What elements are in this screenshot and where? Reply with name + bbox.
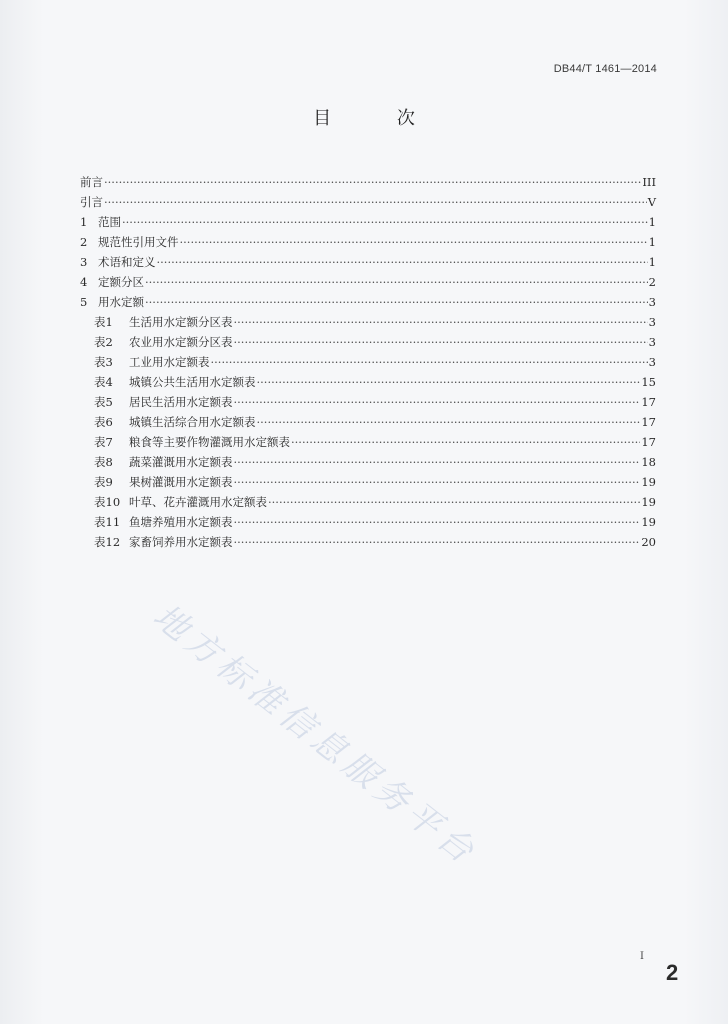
toc-entry-number: 表4 [94, 375, 113, 389]
toc-dot-leader [234, 532, 641, 552]
toc-entry-page: 19 [641, 495, 656, 509]
toc-entry-page: 17 [641, 395, 656, 409]
toc-entry-page: 19 [641, 475, 656, 489]
toc-entry[interactable] [80, 492, 656, 512]
toc-dot-leader [122, 212, 648, 232]
toc-entry-label [94, 332, 233, 352]
page-number: 2 [666, 960, 679, 985]
toc-entry-number: 表12 [94, 535, 121, 549]
toc-entry[interactable] [80, 252, 656, 272]
toc-entry-label [94, 472, 233, 492]
toc-entry-label [94, 532, 233, 552]
toc-entry-label [94, 452, 233, 472]
toc-entry-number: 表11 [94, 515, 121, 529]
toc-entry-title: 蔬菜灌溉用水定额表 [129, 455, 233, 469]
toc-entry-page: 3 [648, 335, 656, 349]
toc-entry-page: III [642, 175, 656, 189]
toc-entry-title: 居民生活用水定额表 [129, 395, 233, 409]
toc-entry-label [94, 432, 290, 452]
toc-entry-title: 用水定额 [98, 295, 144, 309]
toc-entry-label [94, 352, 210, 372]
toc-entry-title: 果树灌溉用水定额表 [129, 475, 233, 489]
toc-entry-page: 3 [648, 295, 656, 309]
toc-entry-number: 表2 [94, 335, 113, 349]
toc-entry-title: 叶草、花卉灌溉用水定额表 [129, 495, 267, 509]
toc-entry-title: 引言 [80, 195, 103, 209]
toc-entry-page: 17 [641, 435, 656, 449]
toc-entry-title: 工业用水定额表 [129, 355, 210, 369]
toc-dot-leader [234, 392, 641, 412]
toc-entry-number: 表6 [94, 415, 113, 429]
toc-entry-number: 2 [80, 235, 88, 249]
toc-entry-title: 生活用水定额分区表 [129, 315, 233, 329]
table-of-contents [80, 172, 656, 552]
toc-entry-label [80, 172, 103, 192]
toc-entry[interactable] [80, 372, 656, 392]
toc-dot-leader [104, 192, 647, 212]
toc-entry-title: 定额分区 [98, 275, 144, 289]
toc-entry-number: 表9 [94, 475, 113, 489]
toc-dot-leader [145, 292, 648, 312]
toc-dot-leader [104, 172, 641, 192]
toc-dot-leader [257, 372, 641, 392]
toc-dot-leader [234, 312, 648, 332]
toc-entry[interactable] [80, 452, 656, 472]
watermark: 地方标准信息服务平台 [145, 596, 486, 875]
toc-entry-title: 前言 [80, 175, 103, 189]
toc-entry-title: 家畜饲养用水定额表 [129, 535, 233, 549]
toc-dot-leader [291, 432, 640, 452]
toc-entry-label [94, 372, 256, 392]
toc-entry-number: 表1 [94, 315, 113, 329]
toc-dot-leader [234, 472, 641, 492]
toc-entry-page: 17 [641, 415, 656, 429]
toc-entry-label [80, 192, 103, 212]
toc-dot-leader [268, 492, 640, 512]
toc-entry-label [80, 212, 121, 232]
toc-entry-title: 城镇公共生活用水定额表 [129, 375, 256, 389]
toc-entry-page: 3 [648, 315, 656, 329]
toc-entry-number: 表7 [94, 435, 113, 449]
toc-entry-page: 1 [648, 215, 656, 229]
toc-dot-leader [145, 272, 648, 292]
toc-entry[interactable] [80, 172, 656, 192]
toc-entry-title: 范围 [98, 215, 121, 229]
toc-dot-leader [234, 452, 641, 472]
toc-entry-label [94, 312, 233, 332]
document-code: DB44/T 1461—2014 [553, 63, 657, 75]
toc-entry-title: 农业用水定额分区表 [129, 335, 233, 349]
toc-entry-label [94, 492, 267, 512]
toc-entry[interactable] [80, 352, 656, 372]
toc-entry-title: 城镇生活综合用水定额表 [129, 415, 256, 429]
toc-entry-number: 表5 [94, 395, 113, 409]
toc-entry[interactable] [80, 312, 656, 332]
toc-entry-number: 5 [80, 295, 88, 309]
toc-entry[interactable] [80, 532, 656, 552]
toc-entry[interactable] [80, 212, 656, 232]
toc-dot-leader [157, 252, 648, 272]
toc-title: 目 次 [313, 108, 445, 129]
toc-entry[interactable] [80, 272, 656, 292]
toc-entry[interactable] [80, 232, 656, 252]
toc-entry[interactable] [80, 292, 656, 312]
toc-dot-leader [234, 332, 648, 352]
toc-dot-leader [211, 352, 648, 372]
toc-entry-number: 表3 [94, 355, 113, 369]
toc-entry-page: 15 [641, 375, 656, 389]
toc-entry[interactable] [80, 472, 656, 492]
toc-entry-title: 粮食等主要作物灌溉用水定额表 [129, 435, 290, 449]
toc-entry-page: 20 [641, 535, 656, 549]
toc-entry-page: 1 [648, 235, 656, 249]
toc-entry-number: 3 [80, 255, 88, 269]
toc-entry-page: 2 [648, 275, 656, 289]
toc-entry[interactable] [80, 332, 656, 352]
toc-entry-label [80, 292, 144, 312]
toc-entry-number: 4 [80, 275, 88, 289]
toc-entry-page: 19 [641, 515, 656, 529]
toc-entry[interactable] [80, 392, 656, 412]
toc-entry-page: 18 [641, 455, 656, 469]
toc-entry-label [80, 252, 156, 272]
toc-entry[interactable] [80, 432, 656, 452]
toc-entry-page: 3 [648, 355, 656, 369]
toc-entry-label [94, 512, 233, 532]
toc-entry-page: 1 [648, 255, 656, 269]
toc-entry-title: 鱼塘养殖用水定额表 [129, 515, 233, 529]
toc-entry-number: 表8 [94, 455, 113, 469]
toc-entry-title: 规范性引用文件 [98, 235, 179, 249]
toc-entry[interactable] [80, 512, 656, 532]
toc-entry-number: 1 [80, 215, 88, 229]
toc-dot-leader [180, 232, 648, 252]
page-roman-numeral: I [640, 951, 644, 962]
toc-dot-leader [257, 412, 641, 432]
toc-entry-label [80, 232, 179, 252]
toc-entry-page: V [647, 195, 656, 209]
toc-entry-label [80, 272, 144, 292]
toc-entry[interactable] [80, 192, 656, 212]
toc-entry-label [94, 392, 233, 412]
toc-entry-title: 术语和定义 [98, 255, 156, 269]
toc-entry-number: 表10 [94, 495, 121, 509]
toc-entry[interactable] [80, 412, 656, 432]
toc-dot-leader [234, 512, 641, 532]
toc-entry-label [94, 412, 256, 432]
